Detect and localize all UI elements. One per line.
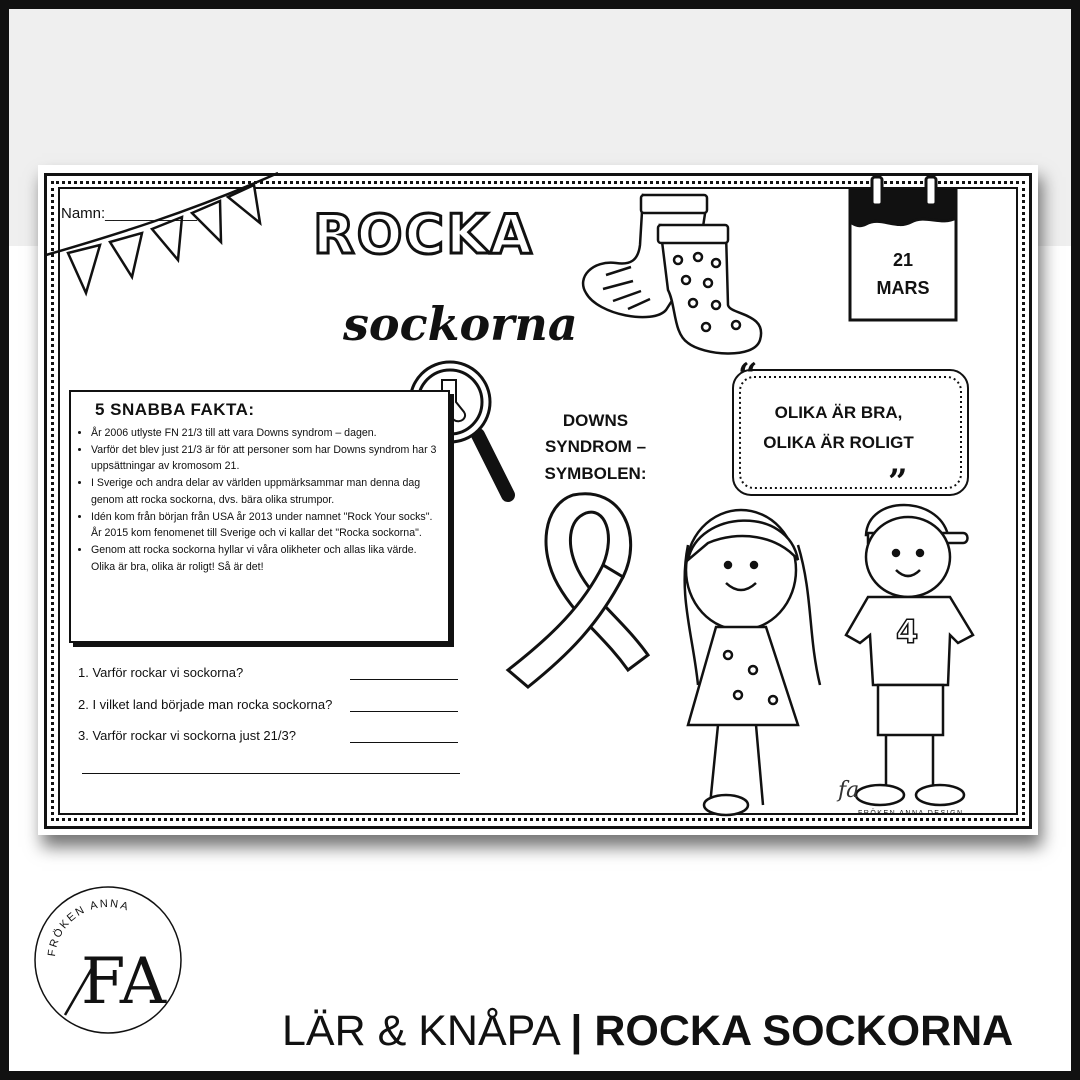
question-row [78,728,458,743]
downs-line: DOWNS [562,411,629,430]
boy-illustration [846,505,973,805]
quote-line: OLIKA ÄR BRA, [774,403,903,422]
name-field[interactable]: Namn:___________ [61,205,197,222]
fa-small-mark [836,778,859,803]
answer-line-long[interactable] [82,773,460,774]
fa-logo [33,885,183,1035]
calendar-day: 21 [892,250,914,270]
question-row [78,697,458,712]
question-row [78,665,458,680]
footer-left: LÄR & KNÅPA [282,1007,559,1055]
fact-item: • Genom att rocka sockorna hyllar vi våra olikheter och allas lika värde. Olika är bra, olika är roligt! Så är det! [91,542,440,575]
question-text: 1. Varför rockar vi sockorna? [78,665,244,680]
bunting-icon [46,173,278,293]
fact-item: • Varför det blev just 21/3 är för att personer som har Downs syndrom har 3 uppsättningar av kromosom 21. [91,442,440,475]
calendar-month: MARS [876,277,930,298]
footer-separator: | [570,1007,583,1055]
fact-item: • I Sverige och andra delar av världen uppmärksammar man denna dag genom att rocka sockorna, dvs. bära olika strumpor. [91,475,440,508]
answer-line[interactable] [350,709,458,712]
answer-line[interactable] [350,740,458,743]
worksheet [38,165,1038,835]
quote-text [756,398,921,458]
downs-line: SYMBOLEN: [544,463,647,483]
facts-list [79,425,440,576]
question-text: 3. Varför rockar vi sockorna just 21/3? [78,728,296,743]
downs-line: SYNDROM – [544,437,647,457]
facts-title: 5 SNABBA FAKTA: [95,400,255,419]
calendar-date [850,247,956,303]
svg-text:fa: fa [838,778,860,803]
facts-box [69,390,450,643]
girl-illustration [685,510,820,815]
quote-line: OLIKA ÄR ROLIGT [763,432,914,452]
fact-item: • Idén kom från början från USA år 2013 under namnet "Rock Your socks". År 2015 kom fenomenet till Sverige och vi kallar det "Rocka sockorna". [91,509,440,542]
title-rocka: ROCKA [313,203,534,266]
socks-icon [583,195,761,354]
svg-text:”: ” [888,462,908,502]
awareness-ribbon-icon [508,494,648,687]
logo-ring-text: FRÖKEN ANNA [46,897,132,958]
footer-right: ROCKA SOCKORNA [594,1007,1014,1055]
title-sockorna: sockorna [343,297,578,351]
footer-title [282,1007,1062,1056]
svg-text:“: “ [738,356,758,396]
question-text: 2. I vilket land började man rocka sockorna? [78,697,333,712]
shirt-number: 4 [896,613,919,651]
downs-heading [528,408,663,487]
brand-small: FRÖKEN ANNA DESIGN [858,810,964,817]
fact-item: • År 2006 utlyste FN 21/3 till att vara Downs syndrom – dagen. [91,425,440,442]
answer-line[interactable] [350,677,458,680]
logo-monogram: FA [81,945,167,1019]
